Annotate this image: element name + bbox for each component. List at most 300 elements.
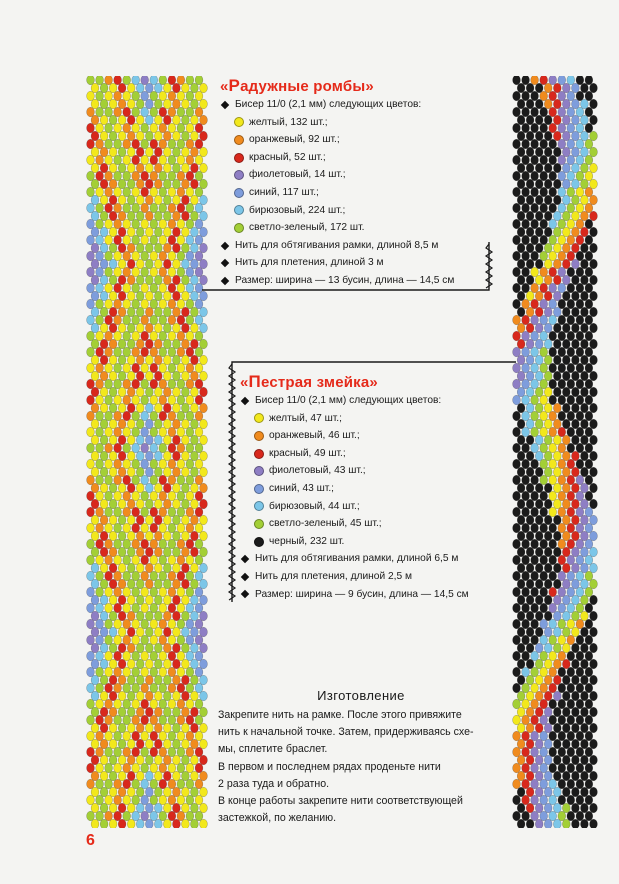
bead <box>200 819 208 828</box>
bead <box>109 195 117 205</box>
bead <box>558 219 566 229</box>
bead <box>163 579 171 589</box>
zigzag-edge <box>486 244 492 288</box>
bead <box>105 123 113 133</box>
bead <box>585 363 593 373</box>
bead <box>576 635 584 645</box>
bead <box>195 523 203 533</box>
bead <box>168 443 176 453</box>
bead <box>540 715 548 725</box>
bead <box>562 627 570 637</box>
bead <box>87 299 95 309</box>
bead <box>558 331 566 341</box>
bead <box>562 467 570 477</box>
bead <box>87 411 95 421</box>
bead <box>526 675 534 685</box>
bead <box>513 283 521 293</box>
bead <box>535 595 543 605</box>
bead <box>526 83 534 93</box>
bead <box>526 355 534 365</box>
bead <box>132 155 140 165</box>
bead <box>585 443 593 453</box>
bead <box>549 555 557 565</box>
bead <box>567 667 575 677</box>
bead <box>136 819 144 828</box>
bead <box>159 699 167 709</box>
bead <box>522 555 530 565</box>
bead <box>150 283 158 293</box>
bead <box>91 755 99 765</box>
bead <box>517 259 525 269</box>
bead <box>590 595 598 605</box>
bead <box>154 627 162 637</box>
bead <box>105 251 113 261</box>
bead <box>526 515 534 525</box>
bead <box>590 579 598 589</box>
bead <box>136 259 144 269</box>
bead <box>581 403 589 413</box>
bead <box>177 731 185 741</box>
bead <box>517 483 525 493</box>
bead <box>132 171 140 181</box>
bead <box>132 747 140 757</box>
bead <box>535 211 543 221</box>
bead <box>522 187 530 197</box>
bead <box>590 307 598 317</box>
pattern1-title <box>220 76 374 96</box>
bead <box>96 619 104 629</box>
bead <box>118 259 126 269</box>
bead <box>590 723 598 733</box>
bead <box>127 611 135 621</box>
bead <box>535 435 543 445</box>
bead <box>522 587 530 597</box>
bead <box>585 571 593 581</box>
bead <box>191 355 199 365</box>
bead <box>182 131 190 141</box>
bead <box>581 323 589 333</box>
bead <box>526 483 534 493</box>
bead <box>581 611 589 621</box>
bead <box>191 467 199 477</box>
bead <box>517 643 525 653</box>
bead <box>572 803 580 813</box>
bead <box>91 675 99 685</box>
bead <box>522 571 530 581</box>
bead <box>576 379 584 389</box>
bead <box>526 803 534 813</box>
bead <box>123 411 131 421</box>
bead <box>159 779 167 789</box>
instruction-line: мы, сплетите браслет. <box>218 743 328 756</box>
bead <box>154 771 162 781</box>
pattern1-title-first-letter: Р <box>228 76 241 95</box>
bead <box>141 795 149 805</box>
bead <box>576 779 584 789</box>
bead <box>567 603 575 613</box>
bead <box>163 723 171 733</box>
bead <box>549 539 557 549</box>
bead <box>531 187 539 197</box>
bead <box>590 275 598 285</box>
bead <box>173 499 181 509</box>
bead <box>91 419 99 429</box>
bead <box>535 787 543 797</box>
bead <box>544 595 552 605</box>
bead <box>558 283 566 293</box>
bead <box>549 171 557 181</box>
bead <box>132 811 140 821</box>
bead <box>553 403 561 413</box>
bead <box>544 771 552 781</box>
bead <box>585 763 593 773</box>
bead <box>159 491 167 501</box>
bead <box>549 347 557 357</box>
bead <box>567 475 575 485</box>
bead <box>141 347 149 357</box>
bead <box>168 539 176 549</box>
bead <box>513 635 521 645</box>
bead <box>522 475 530 485</box>
bead <box>100 243 108 253</box>
bead <box>195 651 203 661</box>
bead <box>150 395 158 405</box>
bead <box>132 523 140 533</box>
bead <box>114 651 122 661</box>
bead <box>572 819 580 828</box>
bead <box>141 443 149 453</box>
bead <box>513 203 521 213</box>
bead <box>163 467 171 477</box>
bead <box>177 571 185 581</box>
bead <box>114 443 122 453</box>
bead <box>531 331 539 341</box>
bead <box>132 219 140 229</box>
bead <box>581 547 589 557</box>
bead <box>105 315 113 325</box>
bead <box>109 115 117 125</box>
bead <box>105 475 113 485</box>
bead-swatch-icon <box>234 205 244 215</box>
bead <box>553 771 561 781</box>
bead <box>136 579 144 589</box>
bead <box>118 339 126 349</box>
bead <box>114 91 122 101</box>
bead <box>549 811 557 821</box>
bead <box>553 195 561 205</box>
bead <box>177 395 185 405</box>
bead <box>105 635 113 645</box>
bead <box>96 779 104 789</box>
bead <box>127 787 135 797</box>
bead <box>118 531 126 541</box>
bead <box>540 571 548 581</box>
bead <box>109 387 117 397</box>
bead <box>168 571 176 581</box>
bead <box>531 795 539 805</box>
bead <box>132 475 140 485</box>
bead <box>572 675 580 685</box>
bead <box>109 723 117 733</box>
bead <box>517 531 525 541</box>
bead <box>182 99 190 109</box>
bead <box>544 803 552 813</box>
bead <box>517 387 525 397</box>
bead <box>544 115 552 125</box>
bead <box>531 203 539 213</box>
bead <box>581 803 589 813</box>
bead <box>173 515 181 525</box>
bead <box>96 363 104 373</box>
bead <box>150 619 158 629</box>
pattern1-title-quote-open: « <box>220 78 229 95</box>
bead <box>163 387 171 397</box>
bead <box>522 267 530 277</box>
bead <box>105 459 113 469</box>
bead <box>114 795 122 805</box>
bead <box>549 795 557 805</box>
bead <box>562 547 570 557</box>
bead <box>177 539 185 549</box>
bead <box>531 107 539 117</box>
bead <box>154 387 162 397</box>
bead <box>191 147 199 157</box>
bead <box>159 267 167 277</box>
bead <box>145 595 153 605</box>
bead <box>535 323 543 333</box>
bead <box>513 171 521 181</box>
bead <box>182 707 190 717</box>
bead <box>141 667 149 677</box>
bead <box>100 499 108 509</box>
bead <box>191 691 199 701</box>
bead <box>517 131 525 141</box>
bead <box>96 699 104 709</box>
bead <box>553 627 561 637</box>
bead <box>535 803 543 813</box>
bead <box>572 435 580 445</box>
bead <box>191 611 199 621</box>
bead <box>200 387 208 397</box>
bead <box>173 483 181 493</box>
bead <box>535 259 543 269</box>
bead <box>195 571 203 581</box>
bead <box>177 363 185 373</box>
bead <box>522 251 530 261</box>
bead <box>141 91 149 101</box>
bead <box>562 435 570 445</box>
bead <box>572 179 580 189</box>
bead <box>173 739 181 749</box>
bead <box>544 323 552 333</box>
bead <box>572 195 580 205</box>
bead <box>195 299 203 309</box>
bead <box>567 779 575 789</box>
bead <box>100 627 108 637</box>
bead <box>87 395 95 405</box>
bead <box>549 187 557 197</box>
bead <box>590 131 598 141</box>
bead <box>127 755 135 765</box>
bead <box>522 283 530 293</box>
pattern1-color-item <box>220 131 454 149</box>
bead <box>182 179 190 189</box>
bead <box>553 579 561 589</box>
bead <box>114 587 122 597</box>
bead <box>100 483 108 493</box>
bead <box>567 187 575 197</box>
bead <box>145 211 153 221</box>
bead <box>581 483 589 493</box>
bead <box>173 595 181 605</box>
bead <box>513 667 521 677</box>
bead <box>517 243 525 253</box>
bead <box>526 819 534 828</box>
bead <box>87 107 95 117</box>
bead <box>91 803 99 813</box>
bead <box>517 803 525 813</box>
bead <box>590 243 598 253</box>
bead <box>549 379 557 389</box>
bead <box>150 475 158 485</box>
bead <box>145 563 153 573</box>
bead <box>526 739 534 749</box>
bead <box>123 283 131 293</box>
bead <box>150 635 158 645</box>
bead <box>136 499 144 509</box>
bead <box>513 715 521 725</box>
bead <box>526 371 534 381</box>
bead <box>168 555 176 565</box>
bead <box>163 291 171 301</box>
bead <box>549 571 557 581</box>
bead <box>91 707 99 717</box>
bead <box>553 259 561 269</box>
bead <box>567 811 575 821</box>
bead <box>576 523 584 533</box>
bead <box>540 699 548 709</box>
bead <box>585 459 593 469</box>
bead <box>572 547 580 557</box>
bead <box>159 603 167 613</box>
bead <box>136 803 144 813</box>
bead <box>141 555 149 565</box>
bead <box>186 411 194 421</box>
bead <box>535 659 543 669</box>
bead <box>118 83 126 93</box>
bead <box>96 523 104 533</box>
bead <box>195 219 203 229</box>
bead <box>132 251 140 261</box>
bead <box>105 699 113 709</box>
bead <box>558 619 566 629</box>
bead <box>87 795 95 805</box>
bead <box>100 211 108 221</box>
bead <box>517 211 525 221</box>
bead <box>585 651 593 661</box>
bead <box>177 299 185 309</box>
bead <box>132 795 140 805</box>
bead <box>114 571 122 581</box>
bead <box>526 99 534 109</box>
bead <box>159 315 167 325</box>
bead <box>581 643 589 653</box>
bead <box>182 211 190 221</box>
bead <box>585 779 593 789</box>
bead <box>145 355 153 365</box>
bead <box>173 643 181 653</box>
bead <box>118 819 126 828</box>
bead <box>173 707 181 717</box>
bead <box>517 163 525 173</box>
bead <box>513 139 521 149</box>
bead <box>567 539 575 549</box>
bead <box>540 811 548 821</box>
bead <box>132 779 140 789</box>
bead <box>154 643 162 653</box>
bead <box>150 491 158 501</box>
bead <box>150 267 158 277</box>
bead <box>526 755 534 765</box>
bead <box>141 235 149 245</box>
bead <box>531 523 539 533</box>
bead <box>109 243 117 253</box>
bead <box>141 395 149 405</box>
bead <box>576 507 584 517</box>
bead <box>168 187 176 197</box>
bead <box>109 339 117 349</box>
bead <box>195 315 203 325</box>
bead <box>154 435 162 445</box>
bead <box>136 595 144 605</box>
bead <box>127 771 135 781</box>
bead <box>585 507 593 517</box>
bead <box>96 411 104 421</box>
bead <box>517 659 525 669</box>
pattern2-title-quote-close: » <box>369 374 378 391</box>
bead <box>100 99 108 109</box>
bead <box>526 451 534 461</box>
bead <box>163 483 171 493</box>
bead <box>585 299 593 309</box>
bead <box>127 323 135 333</box>
bead <box>114 459 122 469</box>
bead <box>535 307 543 317</box>
bead <box>562 243 570 253</box>
bead <box>123 203 131 213</box>
bead <box>132 411 140 421</box>
bead <box>581 739 589 749</box>
bead <box>127 739 135 749</box>
bead <box>163 131 171 141</box>
bead <box>576 699 584 709</box>
bead <box>549 651 557 661</box>
bead <box>567 299 575 309</box>
bead <box>173 419 181 429</box>
bead <box>517 435 525 445</box>
bead <box>145 739 153 749</box>
pattern2-title-quote-open: « <box>240 374 249 391</box>
bead <box>531 475 539 485</box>
bead <box>186 475 194 485</box>
bead <box>553 163 561 173</box>
bead <box>132 587 140 597</box>
bead <box>91 643 99 653</box>
bead <box>531 171 539 181</box>
bead <box>544 691 552 701</box>
bead <box>191 195 199 205</box>
bead <box>136 227 144 237</box>
